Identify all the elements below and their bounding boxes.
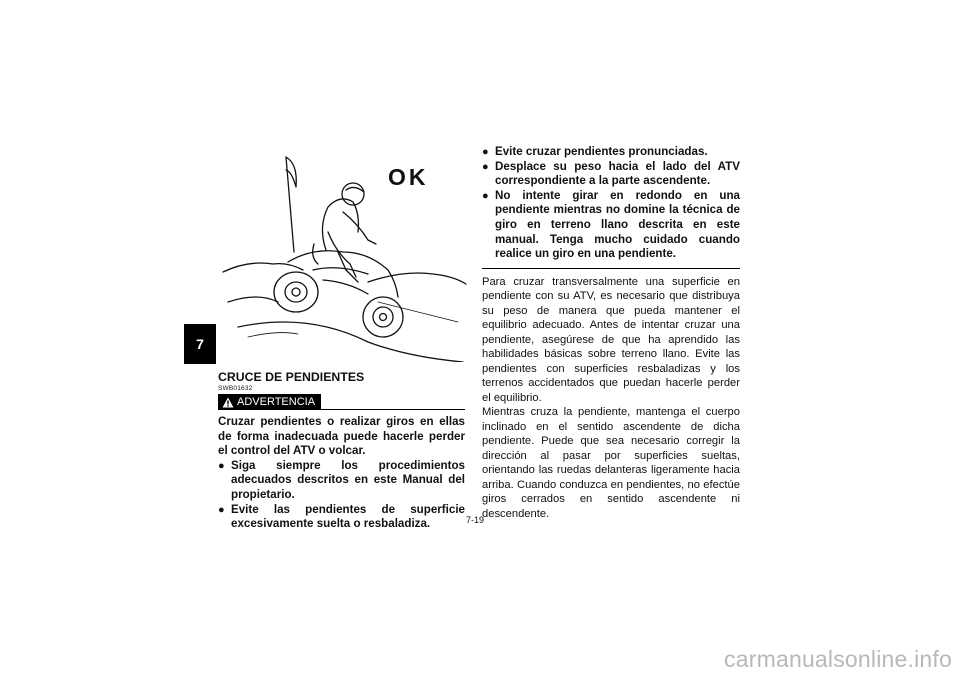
list-item: ● Evite las pendientes de superficie excesivamente suelta o resbaladiza. (218, 502, 465, 531)
warning-triangle-icon (222, 397, 234, 408)
right-column (482, 145, 740, 521)
ok-label: OK (388, 164, 429, 190)
list-item: ● No intente girar en redondo en una pendiente mientras no domine la técnica de giro en terreno llano descrita en este manual. Tenga mucho cuidado cuando realice un giro en una pendiente. (482, 188, 740, 261)
warning-end-rule (482, 268, 740, 269)
bullet-icon: ● (482, 146, 489, 158)
bullet-icon: ● (482, 160, 489, 173)
list-item: ● Evite cruzar pendientes pronunciadas. (482, 145, 708, 158)
warning-text: Cruzar pendientes o realizar giros en ellas de forma inadecuada puede hacerle perder el control del ATV o volcar. (218, 415, 465, 458)
warning-header (218, 394, 465, 410)
footer-watermark: carmanualsonline.info (724, 646, 952, 672)
warning-rule (321, 409, 465, 410)
bullet-icon: ● (482, 189, 489, 202)
list-item: ● Desplace su peso hacia el lado del ATV correspondiente a la parte ascendente. (482, 159, 740, 188)
atv-slope-illustration (218, 152, 468, 362)
section-code: SWB01632 (218, 385, 253, 392)
warning-label: ADVERTENCIA (237, 396, 316, 408)
left-column (218, 370, 465, 532)
chapter-tab: 7 (184, 324, 216, 364)
section-title: CRUCE DE PENDIENTES (218, 370, 365, 384)
list-item: ● Siga siempre los procedimientos adecuados descritos en este Manual del propietario. (218, 458, 465, 501)
bullet-icon: ● (218, 503, 225, 516)
right-bullet-list (482, 145, 740, 262)
body-text (482, 275, 740, 522)
page-number: 7-19 (466, 515, 485, 525)
paragraph: Para cruzar transversalmente una superficie en pendiente con su ATV, es necesario que distribuya su peso de manera que pueda mantener el equilibrio adecuado. Antes de intentar cruzar una pendiente, asegúrese de que ha aprendido las habilidades básicas sobre terreno llano. Evite las pendientes con superficies resbaladizas y los terrenos accidentados que puedan hacerle perder el equilibrio. (482, 275, 740, 404)
warning-badge (218, 394, 321, 410)
left-bullet-list (218, 459, 465, 532)
paragraph: Mientras cruza la pendiente, mantenga el cuerpo inclinado en el sentido ascendente de dicha pendiente. Puede que sea necesario corregir la dirección al pasar por superficies sueltas, orientando las ruedas delanteras ligeramente hacia arriba. Cuando conduzca en pendientes, no efectúe giros cerrados en sentido ascendente ni descendente. (482, 406, 740, 520)
bullet-icon: ● (218, 459, 225, 472)
